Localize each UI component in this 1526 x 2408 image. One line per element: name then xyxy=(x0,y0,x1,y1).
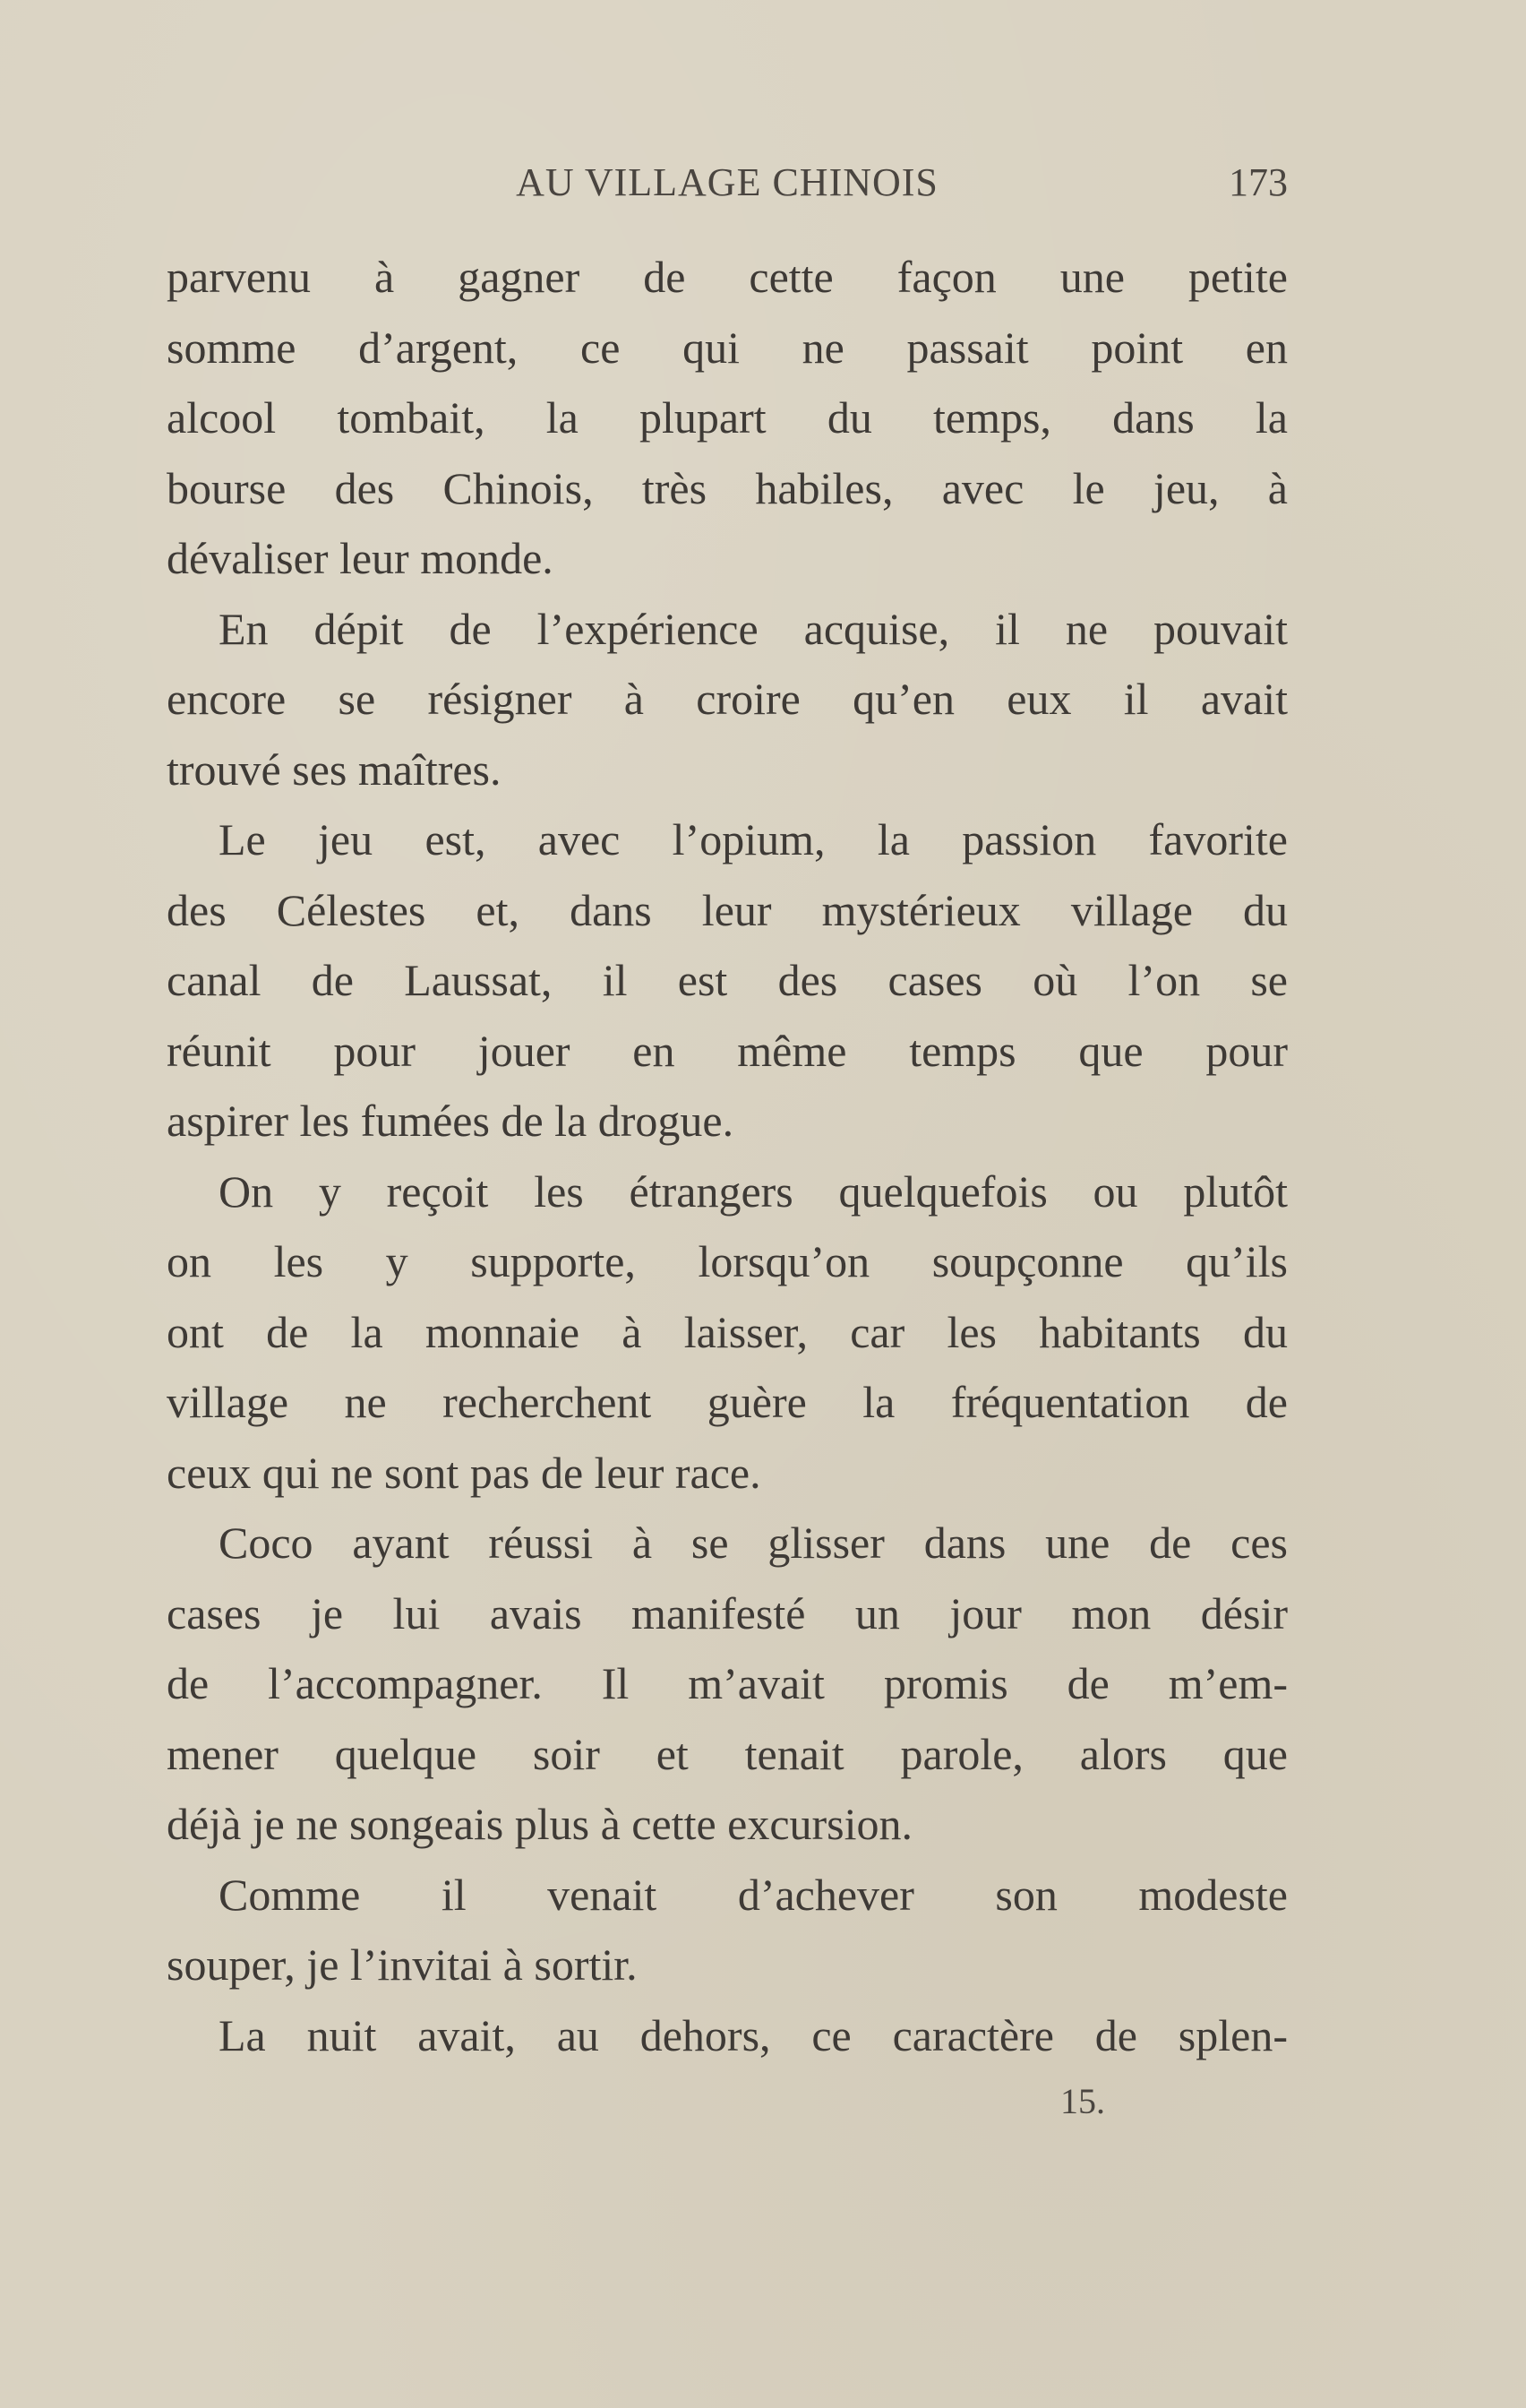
text-line: La nuit avait, au dehors, ce caractère de splen- xyxy=(219,2009,1288,2060)
text-line: Coco ayant réussi à se glisser dans une de ces xyxy=(219,1518,1288,1568)
text-line: ceux qui ne sont pas de leur race. xyxy=(167,1447,761,1498)
signature-mark: 15. xyxy=(1060,2081,1105,2121)
text-line: ont de la monnaie à laisser, car les habitants du xyxy=(167,1306,1288,1357)
text-line: encore se résigner à croire qu’en eux il avait xyxy=(167,674,1288,724)
text-line: somme d’argent, ce qui ne passait point en xyxy=(167,322,1288,373)
text-line: aspirer les fumées de la drogue. xyxy=(167,1096,734,1146)
text-line: parvenu à gagner de cette façon une petite xyxy=(167,252,1288,302)
text-line: Le jeu est, avec l’opium, la passion favorite xyxy=(219,814,1288,864)
text-line: cases je lui avais manifesté un jour mon désir xyxy=(167,1587,1288,1638)
text-line: souper, je l’invitai à sortir. xyxy=(167,1939,638,1990)
text-line: déjà je ne songeais plus à cette excursion. xyxy=(167,1799,913,1849)
text-line: On y reçoit les étrangers quelquefois ou plutôt xyxy=(219,1165,1288,1217)
text-line: on les y supporte, lorsqu’on soupçonne qu’ils xyxy=(167,1236,1288,1286)
text-line: de l’accompagner. Il m’avait promis de m’em- xyxy=(167,1658,1288,1708)
text-line: alcool tombait, la plupart du temps, dans la xyxy=(167,392,1288,443)
text-line: mener quelque soir et tenait parole, alors que xyxy=(167,1728,1288,1779)
body-text xyxy=(167,242,1288,2070)
text-line: canal de Laussat, il est des cases où l’on se xyxy=(167,955,1288,1005)
text-line: trouvé ses maîtres. xyxy=(167,744,502,795)
text-line: des Célestes et, dans leur mystérieux village du xyxy=(167,884,1288,935)
text-line: En dépit de l’expérience acquise, il ne pouvait xyxy=(219,603,1288,654)
text-line: bourse des Chinois, très habiles, avec le jeu, à xyxy=(167,462,1288,513)
text-line: Comme il venait d’achever son modeste xyxy=(219,1869,1288,1920)
running-title: AU VILLAGE CHINOIS xyxy=(516,160,939,204)
running-head xyxy=(167,159,1288,213)
page-number: 173 xyxy=(1229,160,1288,204)
text-line: dévaliser leur monde. xyxy=(167,533,553,583)
text-line: village ne recherchent guère la fréquentation de xyxy=(167,1377,1288,1427)
text-line: réunit pour jouer en même temps que pour xyxy=(167,1025,1288,1076)
